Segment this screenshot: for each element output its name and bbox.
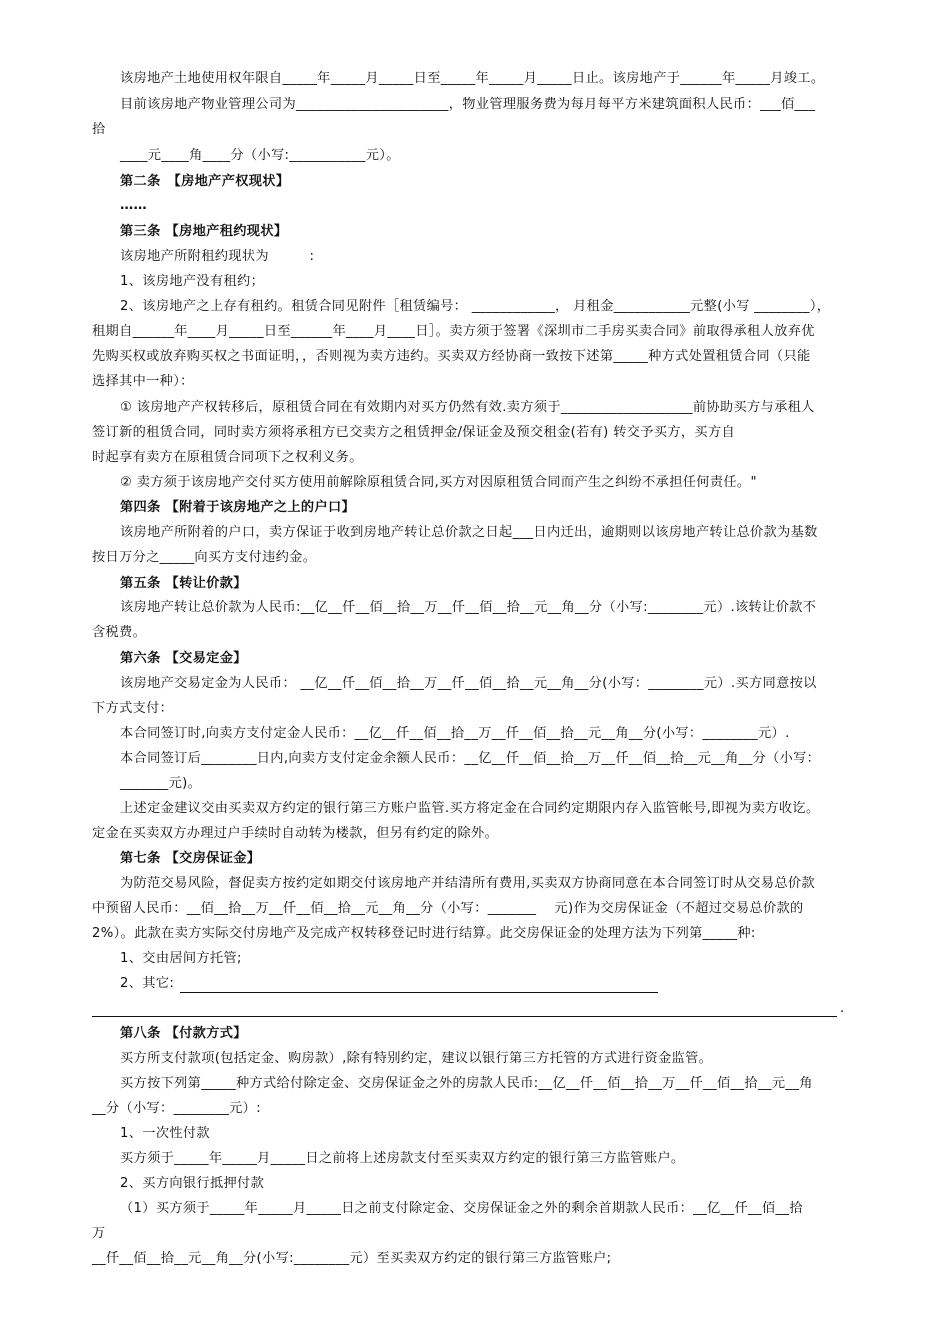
article-heading: 第三条 【房地产租约现状】 bbox=[120, 224, 288, 239]
article-heading: 第五条 【转让价款】 bbox=[120, 576, 247, 591]
paragraph-line: 选择其中一种）： bbox=[92, 374, 194, 389]
paragraph-line: ① 该房地产产权转移后，原租赁合同在有效期内对买方仍然有效.卖方须于___________________前协助买方与承租人 bbox=[120, 400, 815, 415]
article-heading: 第八条 【付款方式】 bbox=[120, 1026, 247, 1041]
article-heading: 第六条 【交易定金】 bbox=[120, 651, 247, 666]
paragraph-line: 先购买权或放弃购买权之书面证明，，否则视为卖方违约。买卖双方经协商一致按下述第_____种方式处置租赁合同（只能 bbox=[92, 349, 811, 364]
fill-in-blank-line bbox=[92, 1016, 837, 1017]
paragraph-line: 买方按下列第_____种方式给付除定金、交房保证金之外的房款人民币:__亿__仟__佰__拾__万__仟__佰__拾__元__角 bbox=[120, 1076, 813, 1091]
article-heading: …… bbox=[120, 198, 148, 213]
article-heading: 第四条 【附着于该房地产之上的户口】 bbox=[120, 500, 356, 515]
paragraph-line: 万 bbox=[92, 1226, 106, 1241]
paragraph-line: ____元____角____分（小写:___________元）。 bbox=[120, 148, 400, 163]
paragraph-line: 本合同签订时,向卖方支付定金人民币：__亿__仟__佰__拾__万__仟__佰__拾__元__角__分(小写：________元）. bbox=[120, 726, 790, 741]
paragraph-line: 目前该房地产物业管理公司为______________________，物业管理服务费为每月每平方米建筑面积人民币：___佰___ bbox=[120, 97, 816, 112]
paragraph-line: 该房地产转让总价款为人民币:__亿__仟__佰__拾__万__仟__佰__拾__元__角__分（小写:________元）.该转让价款不 bbox=[120, 600, 817, 615]
paragraph-line: 2、买方向银行抵押付款 bbox=[120, 1176, 265, 1191]
paragraph-line: 2%）。此款在卖方实际交付房地产及完成产权转移登记时进行结算。此交房保证金的处理方法为下列第_____种: bbox=[92, 926, 756, 941]
paragraph-line: 2、该房地产之上存有租约。租赁合同见附件［租赁编号： ____________， 月租金___________元整(小写 ________）， bbox=[120, 299, 831, 314]
fill-in-blank-line bbox=[180, 992, 658, 993]
paragraph-line: 该房地产交易定金为人民币： __亿__仟__佰__拾__万__仟__佰__拾__元__角__分(小写：________元）.买方同意按以 bbox=[120, 676, 817, 691]
paragraph-line: 1、一次性付款 bbox=[120, 1126, 210, 1141]
paragraph-line: __仟__佰__拾__元__角__分(小写:________元）至买卖双方约定的银行第三方监管账户; bbox=[92, 1251, 612, 1266]
paragraph-line: 下方式支付： bbox=[92, 701, 174, 716]
paragraph-line: 2、其它: bbox=[120, 976, 175, 991]
paragraph-line: 中预留人民币：__佰__拾__万__仟__佰__拾__元__角__分（小写：_______ 元)作为交房保证金（不超过交易总价款的 bbox=[92, 901, 804, 916]
paragraph-line: 1、该房地产没有租约； bbox=[120, 274, 265, 289]
article-heading: 第二条 【房地产产权现状】 bbox=[120, 174, 290, 189]
article-heading: 第七条 【交房保证金】 bbox=[120, 851, 261, 866]
paragraph-line: 拾 bbox=[92, 122, 106, 137]
paragraph-line: . bbox=[840, 1001, 845, 1016]
paragraph-line: 定金在买卖双方办理过户手续时自动转为楼款，但另有约定的除外。 bbox=[92, 826, 499, 841]
paragraph-line: （1）买方须于_____年_____月_____日之前支付除定金、交房保证金之外的剩余首期款人民币：__亿__仟__佰__拾 bbox=[120, 1201, 803, 1216]
paragraph-line: 按日万分之_____向买方支付违约金。 bbox=[92, 550, 317, 565]
paragraph-line: __分（小写：________元）: bbox=[92, 1101, 261, 1116]
paragraph-line: _______元)。 bbox=[120, 776, 202, 791]
paragraph-line: 租期自______年____月_____日至______年____月____日］。卖方须于签署《深圳市二手房买卖合同》前取得承租人放弃优 bbox=[92, 324, 815, 339]
paragraph-line: 该房地产所附租约现状为 : bbox=[120, 249, 315, 264]
paragraph-line: ② 卖方须于该房地产交付买方使用前解除原租赁合同,买方对因原租赁合同而产生之纠纷不承担任何责任。" bbox=[120, 475, 757, 490]
paragraph-line: 买方所支付款项(包括定金、购房款）,除有特别约定，建议以银行第三方托管的方式进行资金监管。 bbox=[120, 1051, 713, 1066]
paragraph-line: 1、交由居间方托管; bbox=[120, 951, 242, 966]
paragraph-line: 为防范交易风险，督促卖方按约定如期交付该房地产并结清所有费用,买卖双方协商同意在本合同签订时从交易总价款 bbox=[120, 876, 815, 891]
paragraph-line: 含税费。 bbox=[92, 625, 147, 640]
paragraph-line: 本合同签订后________日内,向卖方支付定金余额人民币：__亿__仟__佰__拾__万__仟__佰__拾__元__角__分（小写： bbox=[120, 751, 821, 766]
paragraph-line: 上述定金建议交由买卖双方约定的银行第三方账户监管.买方将定金在合同约定期限内存入监管帐号,即视为卖方收讫。 bbox=[120, 801, 820, 816]
paragraph-line: 时起享有卖方在原租赁合同项下之权利义务。 bbox=[92, 450, 363, 465]
paragraph-line: 买方须于_____年_____月_____日之前将上述房款支付至买卖双方约定的银行第三方监管账户。 bbox=[120, 1151, 685, 1166]
paragraph-line: 签订新的租赁合同，同时卖方须将承租方已交卖方之租赁押金/保证金及预交租金(若有) 转交予买方，买方自 bbox=[92, 425, 736, 440]
paragraph-line: 该房地产所附着的户口，卖方保证于收到房地产转让总价款之日起___日内迁出，逾期则以该房地产转让总价款为基数 bbox=[120, 525, 818, 540]
paragraph-line: 该房地产土地使用权年限自_____年_____月_____日至_____年_____月_____日止。该房地产于______年_____月竣工。 bbox=[120, 71, 825, 86]
